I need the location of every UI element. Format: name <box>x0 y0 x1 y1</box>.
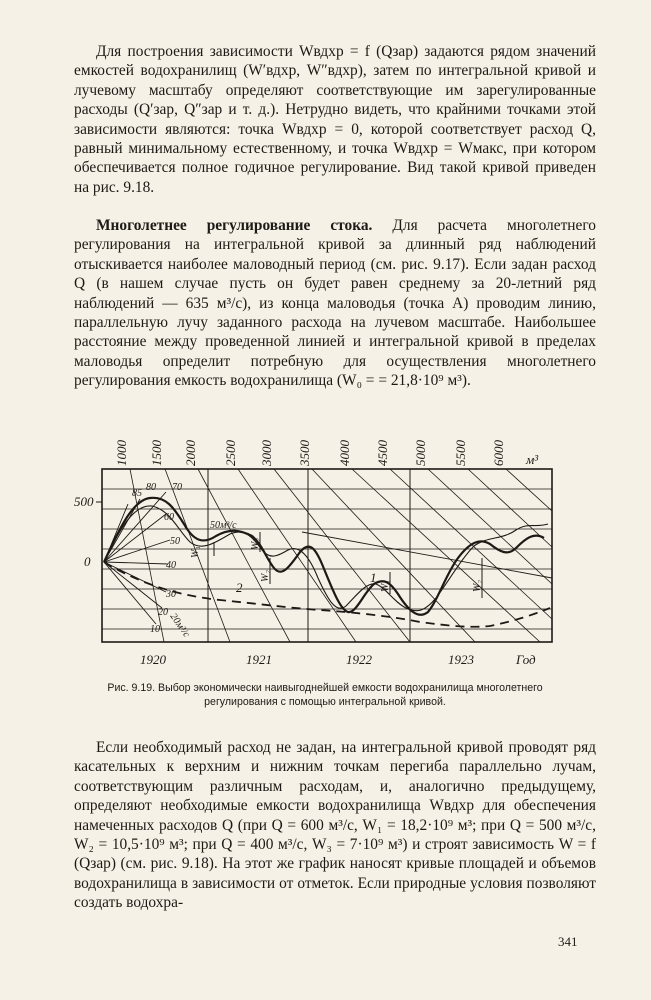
page-number: 341 <box>558 934 578 949</box>
paragraph-multiyear-body: Для расчета многолетнего регулирования на интегральной кривой за длинный ряд наблюдений отыскивается наиболее маловодный период (см. рис. 9.17). Если задан расход Q (в нашем случае пусть он будет равен среднему за 20-летний ряд наблюдений — 635 м³/с), из конца маловодья (точка A) проводим линию, параллельную лучу заданного расхода на лучевом масштабе. Наибольшее расстояние между проведенной линией и интегральной кривой в пределах маловодья определит потребную для осуществления многолетнего регулирования емкость водохранилища (W₀ = = 21,8·10⁹ м³). <box>74 217 596 390</box>
w-label: W₂ <box>260 570 271 582</box>
fan-label: 70 <box>172 482 182 493</box>
x-tick-label: 1920 <box>140 652 166 667</box>
w-label: W₁ <box>380 580 391 592</box>
figure-integral-curve <box>70 432 590 682</box>
fan-label: 20 <box>158 607 168 618</box>
w-label: W₂ <box>250 538 261 550</box>
fan-label: 40 <box>166 560 176 571</box>
fan-label: 85 <box>132 488 142 499</box>
top-scale-label: 2000 <box>183 440 198 466</box>
x-axis-unit: Год <box>516 652 536 667</box>
top-scale-label: 4500 <box>375 440 390 466</box>
w-labels <box>190 538 483 592</box>
horizontal-gridlines <box>102 489 552 629</box>
fan-label: 10 <box>150 624 160 635</box>
top-scale-label: 5000 <box>413 440 428 466</box>
fan-label: 80 <box>146 482 156 493</box>
top-scale-label: 3000 <box>259 440 274 466</box>
y-tick-label: 500 <box>74 494 94 509</box>
w-label: W₂ <box>472 580 483 592</box>
x-tick-label: 1922 <box>346 652 372 667</box>
top-scale-label: 3500 <box>297 440 312 466</box>
x-tick-label: 1921 <box>246 652 272 667</box>
x-tick-label: 1923 <box>448 652 474 667</box>
top-scale-label: 2500 <box>223 440 238 466</box>
fan-label: 60 <box>164 512 174 523</box>
integral-curve-chart <box>70 432 590 682</box>
top-scale-labels <box>114 440 539 468</box>
top-scale-label: 1000 <box>114 440 129 466</box>
top-scale-label: 1500 <box>149 440 164 466</box>
y-tick-label: 0 <box>84 554 91 569</box>
fan-label: 50 <box>170 536 180 547</box>
flow-label-bottom: 20м³/с <box>167 611 192 640</box>
top-scale-label: 5500 <box>453 440 468 466</box>
curve-label-2: 2 <box>236 580 243 595</box>
flow-label-top: 50м³/с <box>210 520 237 531</box>
paragraph-no-flow: Если необходимый расход не задан, на интегральной кривой проводят ряд касательных к верхним и нижним точкам перегиба параллельно лучам, соответствующим различным расходам, и, аналогично предыдущему, определяют необходимые емкости водохранилища Wвдхр для обеспечения намеченных расходов Q (при Q = 600 м³/с, W₁ = 18,2·10⁹ м³; при Q = 500 м³/с, W₂ = 10,5·10⁹ м³; при Q = 400 м³/с, W₃ = 7·10⁹ м³) и строят зависимость W = f (Qзар) (см. рис. 9.18). На этот же график наносят кривые площадей и объемов водохранилища в зависимости от отметок. Если природные условия позволяют создать водохра- <box>74 739 596 912</box>
curve-label-1: 1 <box>370 570 377 585</box>
figure-caption: Рис. 9.19. Выбор экономически наивыгоднейшей емкости водохранилища многолетнего регулирования с помощью интегральной кривой. <box>107 682 543 708</box>
tangent-line <box>302 532 552 578</box>
w-label: W₁ <box>190 546 201 558</box>
ray-fan <box>104 492 170 624</box>
paragraph-intro: Для построения зависимости Wвдхр = f (Qзар) задаются рядом значений емкостей водохранилищ (W′вдхр, W″вдхр), затем по интегральной кривой и лучевому масштабу определяют соответствующие им зарегулированные расходы (Q′зар, Q″зар и т. д.). Нетрудно видеть, что крайними точками этой зависимости являются: точка Wвдхр = 0, которой соответствует расход Q, равный минимальному естественному, и точка Wвдхр = Wмакс, при котором обеспечивается полное годичное регулирование. Вид такой кривой приведен на рис. 9.18. <box>74 43 596 196</box>
paragraph-multiyear <box>74 216 596 391</box>
fan-label: 30 <box>166 589 176 600</box>
section-heading: Многолетнее регулирование стока. <box>96 217 373 234</box>
top-scale-label: 6000 <box>491 440 506 466</box>
top-scale-label: 4000 <box>337 440 352 466</box>
top-scale-unit: м³ <box>526 452 539 467</box>
